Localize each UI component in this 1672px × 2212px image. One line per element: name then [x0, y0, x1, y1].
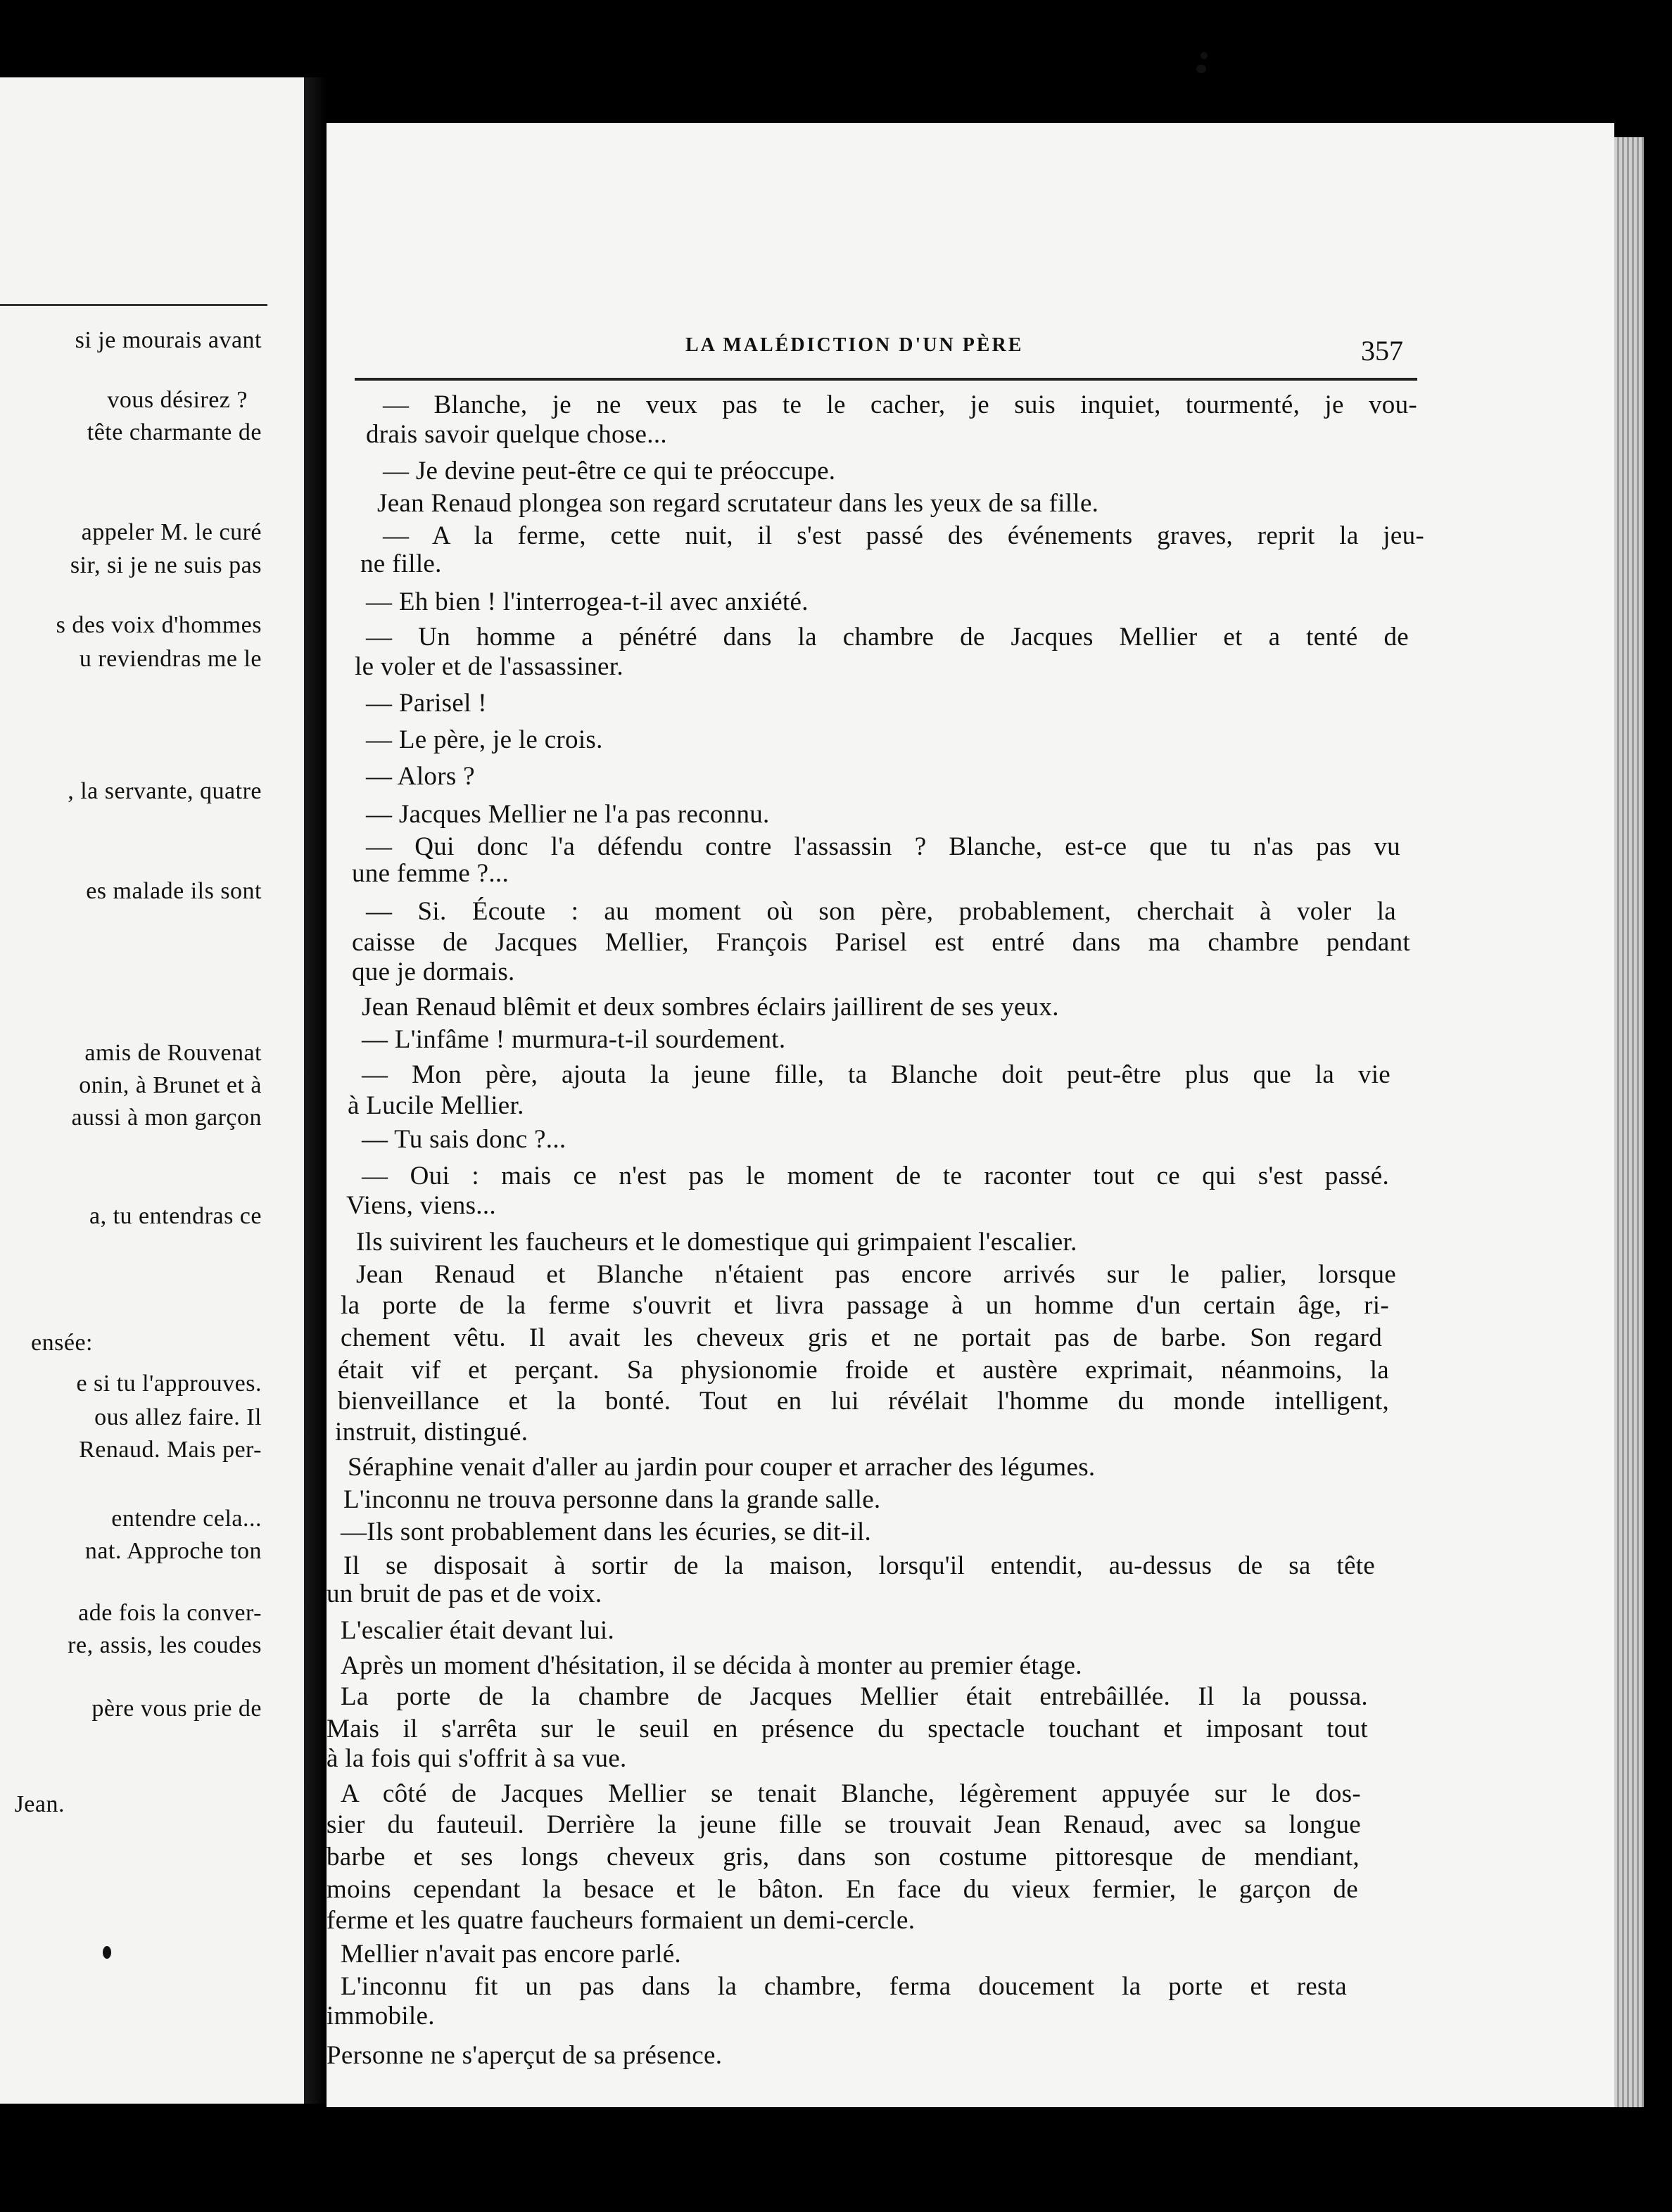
book-gutter [304, 77, 327, 2104]
text-line: Personne ne s'aperçut de sa présence. [327, 2041, 723, 2070]
text-line: Ils suivirent les faucheurs et le domestique qui grimpaient l'escalier. [356, 1228, 1077, 1257]
text-line: Renaud. Mais per- [79, 1437, 262, 1463]
bottom-shadow [281, 2107, 1619, 2212]
text-line: — Tu sais donc ?... [362, 1125, 566, 1154]
text-line: que je dormais. [352, 958, 515, 986]
text-line: — Jacques Mellier ne l'a pas reconnu. [366, 800, 770, 829]
text-line: Jean Renaud blêmit et deux sombres éclairs jaillirent de ses yeux. [362, 993, 1059, 1022]
text-line: — Mon père, ajouta la jeune fille, ta Blanche doit peut-être plus que la vie [362, 1060, 1391, 1089]
text-line: drais savoir quelque chose... [366, 420, 667, 449]
text-line: une femme ?... [352, 859, 509, 888]
text-line: — Alors ? [366, 762, 475, 791]
text-line: vous désirez ? [107, 387, 248, 413]
text-line: —Ils sont probablement dans les écuries, se dit-il. [341, 1518, 872, 1546]
text-line: immobile. [327, 2002, 435, 2030]
text-line: Jean Renaud plongea son regard scrutateur dans les yeux de sa fille. [377, 489, 1099, 518]
text-line: à la fois qui s'offrit à sa vue. [327, 1744, 627, 1773]
ink-speck [1201, 52, 1208, 59]
previous-page [0, 77, 304, 2104]
text-line: à Lucile Mellier. [348, 1091, 524, 1120]
text-line: — Je devine peut-être ce qui te préoccupe. [383, 457, 836, 485]
text-line: — Oui : mais ce n'est pas le moment de te raconter tout ce qui s'est passé. [362, 1162, 1389, 1190]
text-line: e si tu l'approuves. [76, 1371, 262, 1397]
text-line: Mellier n'avait pas encore parlé. [341, 1940, 681, 1969]
page-edge-stack [1614, 137, 1644, 2107]
text-line: Après un moment d'hésitation, il se décida à monter au premier étage. [341, 1651, 1082, 1680]
text-line: tête charmante de [87, 419, 262, 445]
text-line: bienveillance et la bonté. Tout en lui révélait l'homme du monde intelligent, [338, 1387, 1389, 1416]
text-line: — A la ferme, cette nuit, il s'est passé des événements graves, reprit la jeu- [383, 521, 1424, 550]
text-line: père vous prie de [91, 1696, 262, 1722]
text-line: onin, à Brunet et à [79, 1072, 262, 1098]
text-line: — Si. Écoute : au moment où son père, probablement, cherchait à voler la [366, 897, 1396, 926]
text-line: Séraphine venait d'aller au jardin pour couper et arracher des légumes. [348, 1453, 1096, 1482]
page-body [327, 123, 1614, 2107]
text-line: — Qui donc l'a défendu contre l'assassin ? Blanche, est-ce que tu n'as pas vu [366, 832, 1400, 861]
book-page [327, 123, 1614, 2107]
text-line: es malade ils sont [86, 878, 262, 904]
text-line: la porte de la ferme s'ouvrit et livra passage à un homme d'un certain âge, ri- [341, 1291, 1389, 1320]
text-line: Viens, viens... [346, 1191, 496, 1220]
text-line: un bruit de pas et de voix. [327, 1579, 602, 1608]
text-line: nat. Approche ton [84, 1538, 262, 1564]
text-line: s des voix d'hommes [56, 612, 262, 638]
text-line: chement vêtu. Il avait les cheveux gris et ne portait pas de barbe. Son regard [341, 1323, 1382, 1352]
page-number: 357 [1361, 335, 1403, 367]
text-line: entendre cela... [111, 1506, 262, 1532]
ink-speck [103, 1946, 111, 1959]
ink-speck [1196, 65, 1206, 73]
text-line: — Un homme a pénétré dans la chambre de Jacques Mellier et a tenté de [366, 623, 1409, 651]
text-line: — Le père, je le crois. [366, 725, 603, 754]
text-line: — Parisel ! [366, 689, 487, 718]
text-line: ade fois la conver- [78, 1600, 262, 1626]
text-line: caisse de Jacques Mellier, François Parisel est entré dans ma chambre pendant [352, 928, 1410, 957]
text-line: aussi à mon garçon [71, 1105, 262, 1131]
text-line: Il se disposait à sortir de la maison, lorsqu'il entendit, au-dessus de sa tête [343, 1551, 1375, 1580]
text-line: , la servante, quatre [68, 778, 262, 804]
text-line: — L'infâme ! murmura-t-il sourdement. [362, 1025, 786, 1054]
text-line: ous allez faire. Il [94, 1404, 262, 1430]
text-line: — Eh bien ! l'interrogea-t-il avec anxiété. [366, 587, 809, 616]
text-line: u reviendras me le [79, 646, 262, 672]
text-line: — Blanche, je ne veux pas te le cacher, je suis inquiet, tourmenté, je vou- [383, 390, 1417, 419]
text-line: moins cependant la besace et le bâton. En face du vieux fermier, le garçon de [327, 1875, 1358, 1904]
text-line: Jean Renaud et Blanche n'étaient pas encore arrivés sur le palier, lorsque [356, 1260, 1396, 1289]
text-line: le voler et de l'assassiner. [355, 652, 623, 681]
text-line: ne fille. [360, 549, 442, 578]
text-line: instruit, distingué. [335, 1418, 528, 1447]
text-line: L'inconnu fit un pas dans la chambre, ferma doucement la porte et resta [341, 1972, 1347, 2001]
text-line: sier du fauteuil. Derrière la jeune fille se trouvait Jean Renaud, avec sa longue [327, 1810, 1361, 1839]
text-line: sir, si je ne suis pas [70, 552, 262, 578]
text-line: L'inconnu ne trouva personne dans la grande salle. [343, 1485, 881, 1514]
running-title: LA MALÉDICTION D'UN PÈRE [685, 334, 1024, 356]
text-line: Mais il s'arrêta sur le seuil en présence du spectacle touchant et imposant tout [327, 1715, 1368, 1743]
text-line: ferme et les quatre faucheurs formaient un demi-cercle. [327, 1906, 916, 1935]
text-line: si je mourais avant [75, 327, 262, 353]
text-line: Jean. [14, 1791, 65, 1817]
text-line: L'escalier était devant lui. [341, 1616, 615, 1645]
text-line: était vif et perçant. Sa physionomie froide et austère exprimait, néanmoins, la [338, 1356, 1389, 1385]
text-line: ensée: [31, 1330, 93, 1356]
text-line: La porte de la chambre de Jacques Mellier était entrebâillée. Il la poussa. [341, 1682, 1368, 1711]
text-line: A côté de Jacques Mellier se tenait Blanche, légèrement appuyée sur le dos- [341, 1779, 1361, 1808]
text-line: a, tu entendras ce [89, 1203, 262, 1229]
text-line: amis de Rouvenat [84, 1040, 262, 1066]
text-line: re, assis, les coudes [68, 1632, 262, 1658]
text-line: appeler M. le curé [81, 519, 262, 545]
text-line: barbe et ses longs cheveux gris, dans son costume pittoresque de mendiant, [327, 1843, 1360, 1871]
previous-page-rule [0, 304, 267, 306]
